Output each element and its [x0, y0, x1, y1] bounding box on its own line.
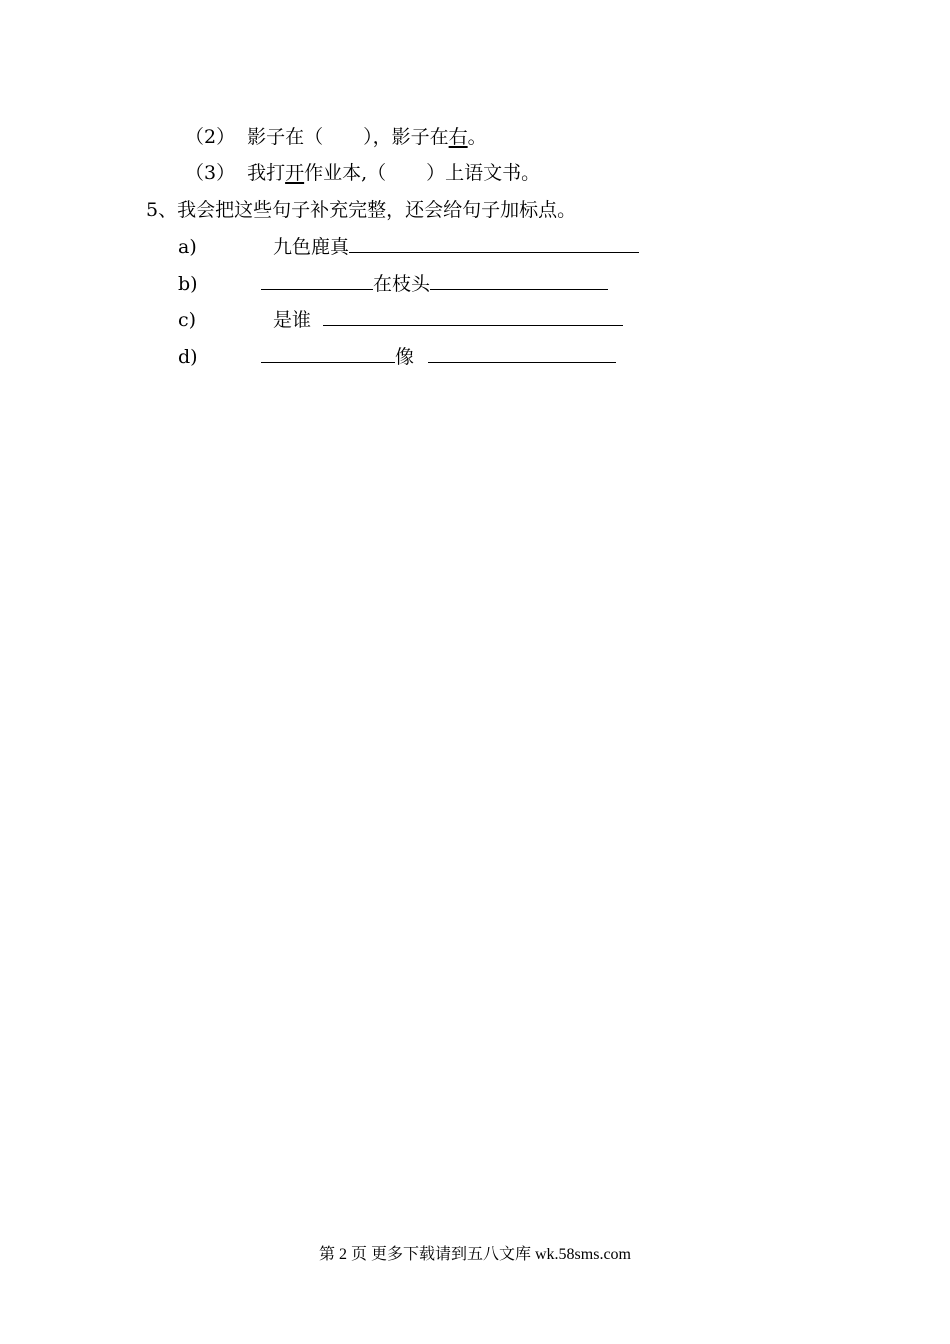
q5-row-d-words: 像 — [395, 346, 415, 368]
q5-row-c-words: 是谁 — [273, 309, 312, 331]
q5-row-b-blank-before[interactable] — [261, 269, 373, 290]
item-2-text-1: 影子在（ — [247, 126, 324, 148]
q5-row-c — [178, 305, 623, 333]
item-2 — [185, 124, 487, 150]
question-5-title: 5、我会把这些句子补充完整，还会给句子加标点。 — [146, 199, 577, 221]
item-2-number: （2） — [185, 126, 236, 148]
q5-row-b-label: b) — [178, 273, 198, 295]
item-3-text-3: ）上语文书。 — [426, 162, 541, 184]
q5-row-a-blank-after[interactable] — [349, 232, 639, 253]
item-3-text-1: 我打 — [247, 162, 286, 184]
item-3-emphasis-char: 开 — [285, 162, 305, 184]
item-3 — [185, 160, 540, 186]
item-3-number: （3） — [185, 162, 236, 184]
q5-row-d — [178, 342, 616, 370]
page-footer: 第 2 页 更多下载请到五八文库 wk.58sms.com — [318, 1246, 631, 1263]
q5-row-d-label: d) — [178, 346, 198, 368]
q5-row-b-words: 在枝头 — [373, 273, 431, 295]
q5-row-d-blank-before[interactable] — [261, 342, 395, 363]
q5-row-d-blank-after[interactable] — [428, 342, 616, 363]
q5-row-a-words: 九色鹿真 — [273, 236, 350, 258]
q5-row-a-label: a) — [178, 236, 197, 258]
item-2-text-2: ），影子在 — [363, 126, 449, 148]
q5-row-c-blank-after[interactable] — [323, 305, 623, 326]
q5-row-a — [178, 232, 639, 260]
item-2-emphasis-char: 右 — [448, 126, 468, 148]
q5-row-b — [178, 269, 608, 297]
q5-row-c-label: c) — [178, 309, 197, 331]
q5-row-b-blank-after[interactable] — [430, 269, 608, 290]
item-3-text-2: 作业本,（ — [304, 162, 387, 184]
item-2-text-end: 。 — [467, 126, 487, 148]
